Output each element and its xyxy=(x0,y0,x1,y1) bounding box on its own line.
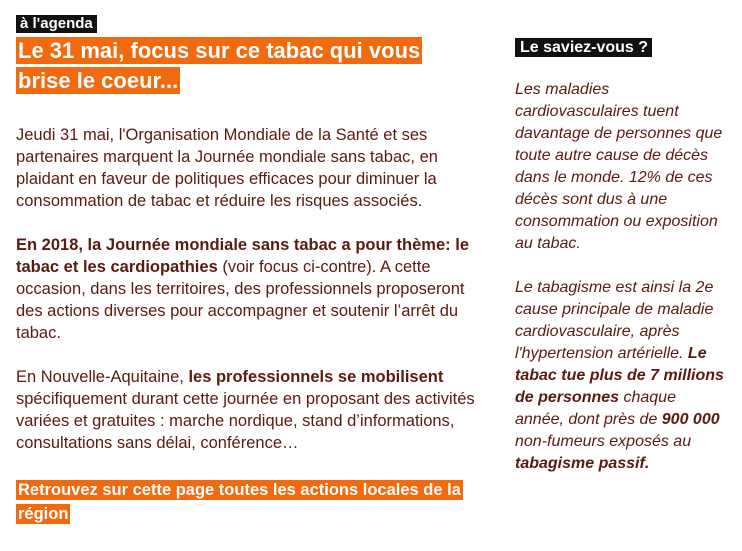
did-you-know-tag: Le saviez-vous ? xyxy=(515,38,652,57)
theme-text: (voir focus ci-contre). A cette occasion, dans les territoires, des professionnels proposeront des actions diverses pour accompagner et soutenir l’arrêt du tabac. xyxy=(16,258,465,342)
sidebar-text-1: Le tabagisme est ainsi la 2e cause principale de maladie cardiovasculaire, après l'hypertension artérielle. xyxy=(515,279,714,362)
mobilisation-text-end: spécifiquement durant cette journée en proposant des activités variées et gratuites : marche nordique, stand d’informations, consultations sans délai, conférence… xyxy=(16,390,475,452)
sidebar-did-you-know xyxy=(515,38,725,475)
paragraph-theme xyxy=(16,234,478,344)
paragraph-intro: Jeudi 31 mai, l'Organisation Mondiale de la Santé et ses partenaires marquent la Journée mondiale sans tabac, en plaidant en faveur de politiques efficaces pour diminuer la consommation de tabac et réduire les risques associés. xyxy=(16,126,438,210)
sidebar-bold-2: 900 000 xyxy=(661,411,720,428)
mobilisation-bold-text: les professionnels se mobilisent xyxy=(188,368,444,386)
main-article xyxy=(16,15,478,526)
sidebar-bold-3: tabagisme passif. xyxy=(515,455,650,472)
sidebar-bold-1: Le tabac tue plus de 7 millions de personnes xyxy=(515,345,724,406)
sidebar-text-3: non-fumeurs exposés au xyxy=(515,433,692,450)
mobilisation-text-start: En Nouvelle-Aquitaine, xyxy=(16,368,189,386)
paragraph-mobilisation xyxy=(16,366,478,454)
theme-bold-text: En 2018, la Journée mondiale sans tabac a pour thème: le tabac et les cardiopathies xyxy=(16,236,469,276)
article-title: Le 31 mai, focus sur ce tabac qui vous brise le coeur... xyxy=(18,38,421,93)
sidebar-text-2: chaque année, dont près de xyxy=(515,389,676,428)
sidebar-paragraph-1: Les maladies cardiovasculaires tuent davantage de personnes que toute autre cause de décès dans le monde. 12% de ces décès sont dus à une consommation ou exposition au tabac. xyxy=(515,81,723,252)
title-block xyxy=(16,36,456,96)
local-actions-link[interactable]: Retrouvez sur cette page toutes les actions locales de la région xyxy=(18,481,461,523)
agenda-tag: à l'agenda xyxy=(16,15,97,33)
sidebar-paragraph-2 xyxy=(515,277,725,475)
cta-block xyxy=(16,478,466,526)
